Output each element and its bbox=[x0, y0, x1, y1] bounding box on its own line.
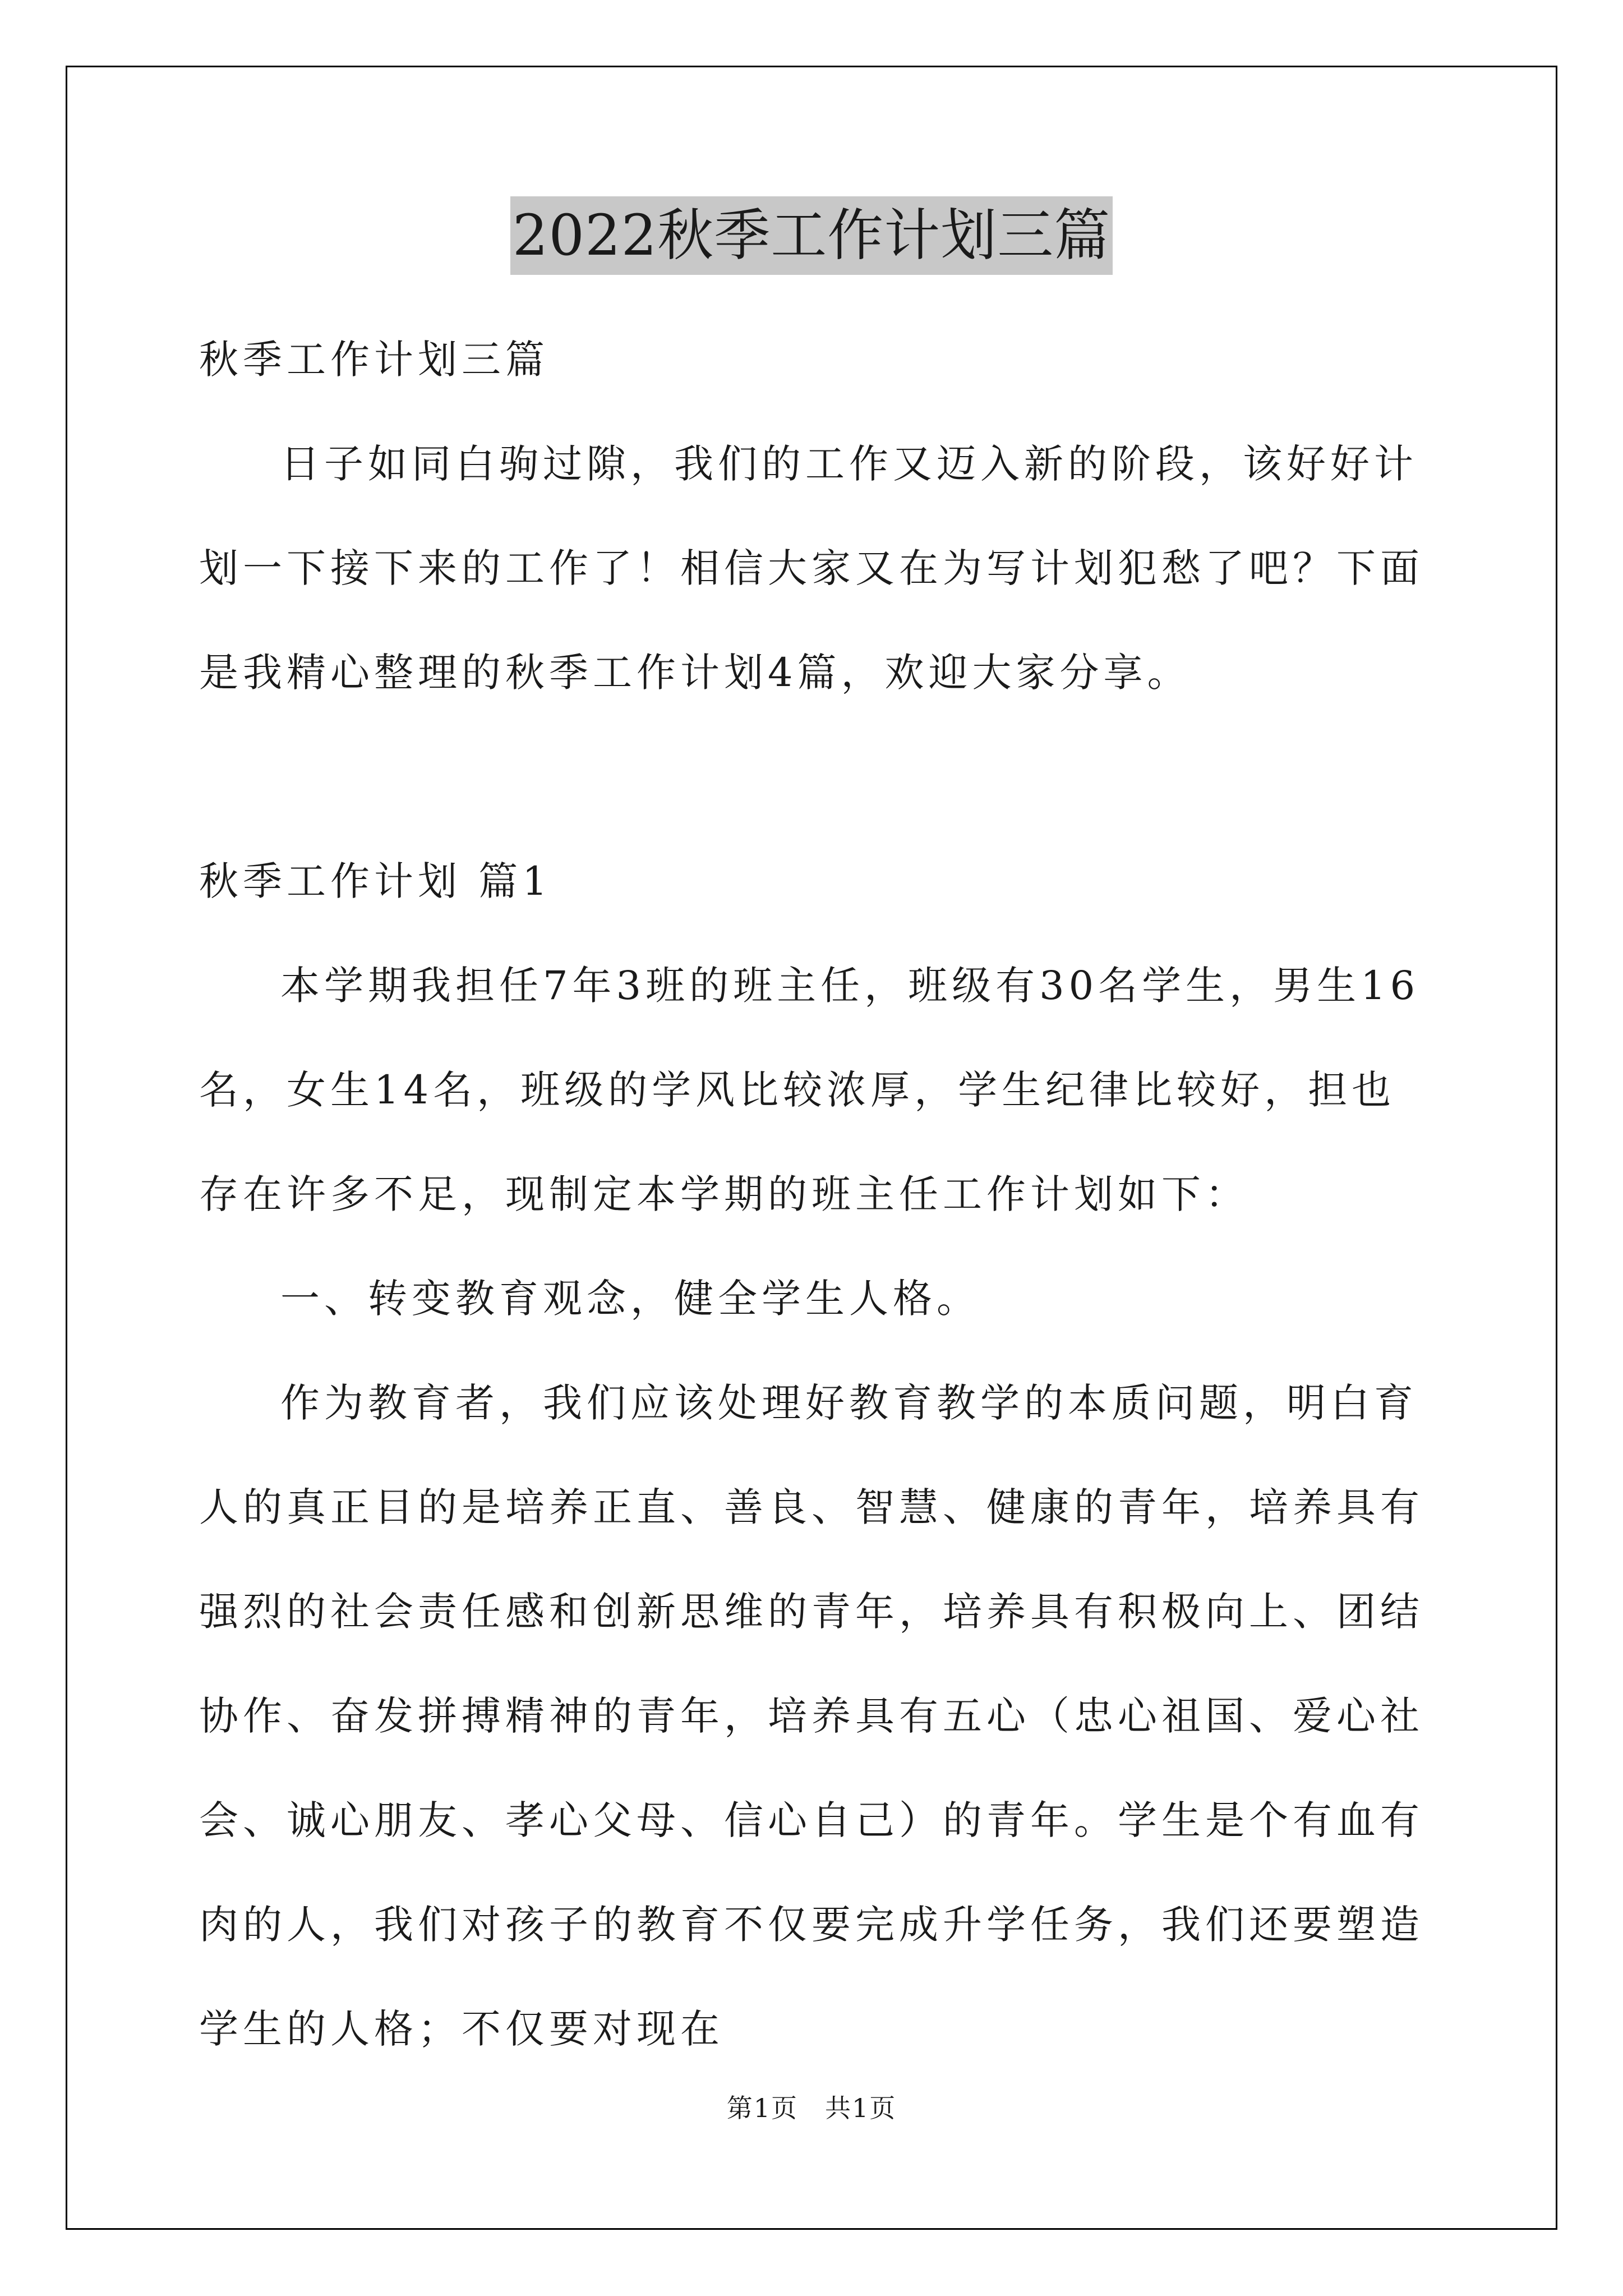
body-paragraph: 本学期我担任7年3班的班主任，班级有30名学生，男生16名，女生14名，班级的学风比较浓厚，学生纪律比较好，担也存在许多不足，现制定本学期的班主任工作计划如下： bbox=[199, 963, 1420, 1217]
document-title: 2022秋季工作计划三篇 bbox=[510, 196, 1113, 275]
intro-paragraph: 日子如同白驹过隙，我们的工作又迈入新的阶段，该好好计划一下接下来的工作了！相信大家又在为写计划犯愁了吧？下面是我精心整理的秋季工作计划4篇，欢迎大家分享。 bbox=[199, 441, 1424, 696]
document-subtitle: 秋季工作计划三篇 bbox=[199, 337, 549, 383]
document-body bbox=[199, 307, 1427, 2081]
body-paragraph: 一、转变教育观念，健全学生人格。 bbox=[280, 1276, 980, 1322]
section-heading: 秋季工作计划 篇1 bbox=[199, 858, 552, 904]
title-container bbox=[0, 196, 1623, 275]
body-paragraph: 作为教育者，我们应该处理好教育教学的本质问题，明白育人的真正目的是培养正直、善良、智慧、健康的青年，培养具有强烈的社会责任感和创新思维的青年，培养具有积极向上、团结协作、奋发拼搏精神的青年，培养具有五心（忠心祖国、爱心社会、诚心朋友、孝心父母、信心自己）的青年。学生是个有血有肉的人，我们对孩子的教育不仅要完成升学任务，我们还要塑造学生的人格；不仅要对现在 bbox=[199, 1380, 1424, 2052]
page-footer: 第1页 共1页 bbox=[726, 2093, 897, 2123]
